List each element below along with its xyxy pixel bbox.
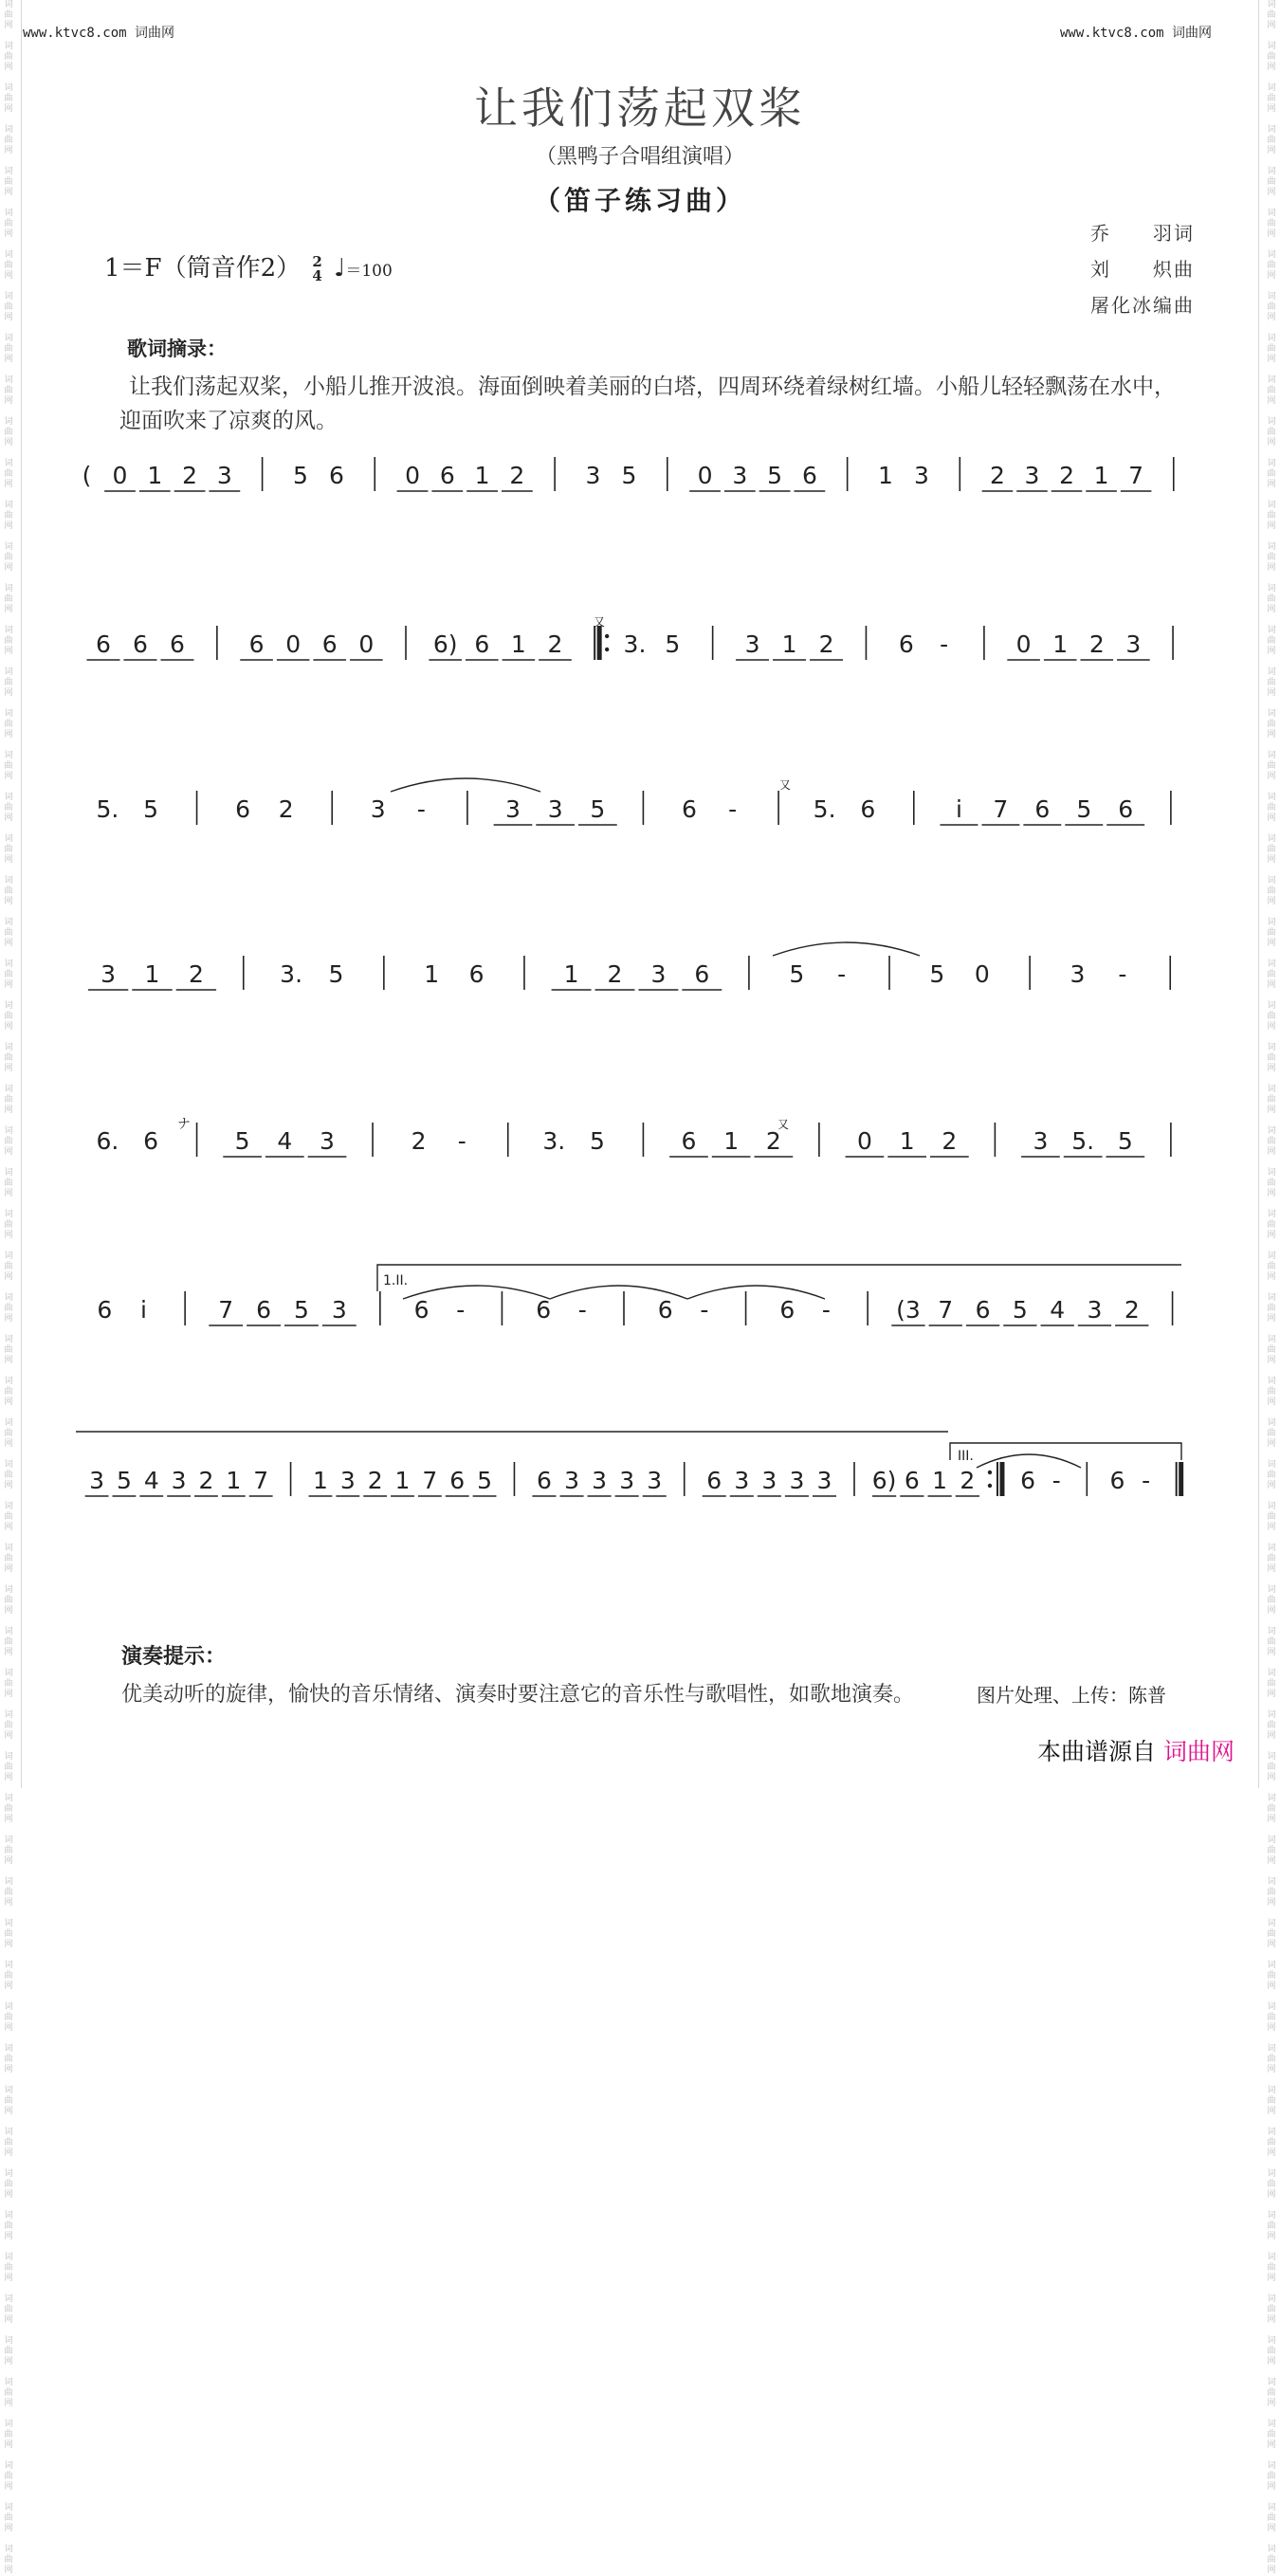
repeat-dot (988, 1471, 992, 1474)
credit-arranger: 屠化冰编曲 (1090, 294, 1195, 317)
score-note: 7 (253, 1467, 269, 1494)
score-note: 3 (585, 462, 601, 489)
score-note: - (700, 1296, 709, 1324)
score-note: 3 (650, 960, 667, 988)
left-edge-watermark: 词 曲 网 词 曲 网 词 曲 网 词 曲 网 词 曲 网 词 曲 网 词 曲 网 词 曲 网 词 曲 网 词 曲 网 词 曲 网 词 曲 网 词 曲 网 词 曲 网 词 曲 网 词 曲 网 词 曲 网 词 曲 网 词 曲 网 词 曲 网 词 曲 网 词 曲 网 词 曲 网 词 曲 网 词 曲 网 词 曲 网 词 曲 网 词 曲 网 词 曲 网 词 曲 网 词 曲 网 词 曲 网 词 曲 网 词 曲 网 词 曲 网 词 曲 网 词 曲 网 词 曲 网 词 曲 网 词 曲 网 词 曲 网 词 曲 网 词 曲 网 词 曲 网 词 曲 网 词 曲 网 词 曲 网 词 曲 网 词 曲 网 词 曲 网 词 曲 网 词 曲 网 词 曲 网 词 曲 网 词 曲 网 词 曲 网 词 曲 网 词 曲 网 词 曲 网 词 曲 网 词 曲 网 词 曲 网 (4, 0, 13, 2575)
score-note: 6 (170, 630, 185, 658)
score-note: 3 (1087, 1296, 1103, 1324)
credit-composer: 刘 炽曲 (1090, 258, 1195, 281)
key-text: 1＝F（筒音作2） (104, 254, 302, 283)
score-note: 5 (767, 462, 783, 489)
watermark-left: www.ktvc8.com 词曲网 (23, 26, 175, 41)
tempo-value: ＝100 (345, 262, 393, 281)
score-note: 1 (723, 1127, 740, 1155)
repeat-dot (988, 1484, 992, 1488)
score-note: - (940, 630, 949, 658)
score-note: i (139, 1296, 147, 1324)
slur-arc (391, 778, 540, 792)
score-note: 3 (734, 1467, 750, 1494)
score-note: 6 (537, 1467, 552, 1494)
tips-heading: 演奏提示： (121, 1645, 227, 1669)
score-note: 0 (405, 462, 420, 489)
score-note: 2 (960, 1467, 976, 1494)
score-note: 6 (474, 630, 490, 658)
score-note: 2 (278, 795, 294, 823)
score-note: 2 (989, 462, 1005, 489)
score-note: 1 (563, 960, 579, 988)
volta-label: III. (958, 1449, 974, 1464)
score-note: 3 (564, 1467, 579, 1494)
score-note: 1 (878, 462, 893, 489)
score-note: 3. (542, 1127, 566, 1155)
score-note: 6 (413, 1296, 430, 1324)
score-note: 3 (370, 795, 386, 823)
score-note: 6) (432, 630, 458, 658)
performer-subtitle: （黑鸭子合唱组演唱） (535, 145, 744, 169)
lyrics-heading: 歌词摘录： (127, 338, 227, 360)
score-note: 2 (182, 462, 198, 489)
score-note: 3 (101, 960, 117, 988)
score-note: 2 (411, 1127, 427, 1155)
score-note: 0 (358, 630, 375, 658)
score-note: 3 (1125, 630, 1142, 658)
score-note: 6 (97, 1296, 113, 1324)
score-note: 5 (234, 1127, 250, 1155)
score-note: 3 (89, 1467, 105, 1494)
score-note: 6 (975, 1296, 991, 1324)
score-note: 3. (623, 630, 647, 658)
score-note: - (837, 960, 847, 988)
score-note: 7 (218, 1296, 234, 1324)
score-note: 5 (477, 1467, 492, 1494)
score-note: 6 (536, 1296, 552, 1324)
score-note: 3 (1070, 960, 1086, 988)
score-note: 5 (589, 1127, 605, 1155)
score-note: 4 (1050, 1296, 1066, 1324)
score-note: 3 (320, 1127, 335, 1155)
score-note: 0 (1015, 630, 1032, 658)
score-note: 3 (914, 462, 929, 489)
tips-text: 优美动听的旋律，愉快的音乐情绪、演奏时要注意它的音乐性与歌唱性，如歌地演奏。 (121, 1683, 915, 1707)
score-note: 3 (216, 462, 232, 489)
score-note: - (821, 1296, 831, 1324)
watermark-right: www.ktvc8.com 词曲网 (1059, 26, 1212, 41)
time-sig-top: 2 (312, 253, 322, 270)
score-note: 2 (367, 1467, 383, 1494)
score-note: i (955, 795, 962, 823)
score-note: 5 (665, 630, 681, 658)
credit-lyricist: 乔 羽词 (1090, 222, 1195, 245)
score-note: 3 (619, 1467, 635, 1494)
score-note: 3 (789, 1467, 805, 1494)
score-note: 1 (226, 1467, 242, 1494)
slur-arc (773, 942, 920, 956)
score-note: 6 (1118, 795, 1134, 823)
score-note: 5 (590, 795, 606, 823)
score-note: 1 (899, 1127, 915, 1155)
score-note: 1 (1093, 462, 1109, 489)
score-note: 5 (328, 960, 344, 988)
score-note: 1 (932, 1467, 948, 1494)
score-note: 3 (761, 1467, 777, 1494)
score-note: 6 (256, 1296, 272, 1324)
score-note: 3. (280, 960, 303, 988)
score-note: 5 (1012, 1296, 1028, 1324)
time-sig-bottom: 4 (312, 267, 322, 284)
score-note: 0 (697, 462, 713, 489)
source-footer (1037, 1733, 1234, 1767)
score-note: 7 (1128, 462, 1144, 489)
score-note: 7 (938, 1296, 954, 1324)
score-note: 6 (657, 1296, 673, 1324)
volta-label: 1.II. (383, 1273, 409, 1288)
score-note: 6 (143, 1127, 159, 1155)
ornament-mark: 又 (778, 778, 792, 792)
score-note: 2 (942, 1127, 958, 1155)
piece-type-subtitle: （笛子练习曲） (533, 185, 746, 216)
song-title: 让我们荡起双桨 (474, 82, 806, 134)
score-note: 1 (144, 960, 160, 988)
score-note: 6 (328, 462, 344, 489)
score-note: 3 (744, 630, 760, 658)
repeat-dot (605, 648, 609, 651)
score-note: - (728, 795, 738, 823)
score-note: 2 (818, 630, 834, 658)
score-note: - (1118, 960, 1127, 988)
score-note: 2 (509, 462, 525, 489)
score-note: 5. (96, 795, 119, 823)
score-note: 6 (468, 960, 485, 988)
score-note: - (577, 1296, 587, 1324)
score-note: 3 (171, 1467, 187, 1494)
score-note: 3 (592, 1467, 608, 1494)
score-note: 0 (285, 630, 302, 658)
score-note: (3 (896, 1296, 921, 1324)
score-note: 6. (96, 1127, 119, 1155)
score-note: 0 (112, 462, 128, 489)
score-note: 7 (422, 1467, 438, 1494)
score-note: 5 (1117, 1127, 1133, 1155)
score-note: 0 (974, 960, 990, 988)
score-note: 3 (647, 1467, 663, 1494)
score-note: 5 (1076, 795, 1092, 823)
score-note: 6) (871, 1467, 897, 1494)
score-note: - (457, 1127, 466, 1155)
score-note: 3 (505, 795, 521, 823)
score-note: 6 (1020, 1467, 1036, 1494)
score-note: 6 (860, 795, 876, 823)
score-note: 6 (681, 795, 697, 823)
score-note: 5 (929, 960, 945, 988)
score-note: 6 (1109, 1467, 1125, 1494)
score-note: 6 (248, 630, 265, 658)
score-note: 5 (292, 462, 308, 489)
score-note: 3 (331, 1296, 347, 1324)
lyrics-text: 让我们荡起双桨，小船儿推开波浪。海面倒映着美丽的白塔，四周环绕着绿树红墙。小船儿轻轻飘荡在水中，迎面吹来了凉爽的风。 (119, 375, 1176, 433)
uploader-credit: 图片处理、上传：陈普 (977, 1684, 1166, 1707)
right-edge-watermark: 词 曲 网 词 曲 网 词 曲 网 词 曲 网 词 曲 网 词 曲 网 词 曲 网 词 曲 网 词 曲 网 词 曲 网 词 曲 网 词 曲 网 词 曲 网 词 曲 网 词 曲 网 词 曲 网 词 曲 网 词 曲 网 词 曲 网 词 曲 网 词 曲 网 词 曲 网 词 曲 网 词 曲 网 词 曲 网 词 曲 网 词 曲 网 词 曲 网 词 曲 网 词 曲 网 词 曲 网 词 曲 网 词 曲 网 词 曲 网 词 曲 网 词 曲 网 词 曲 网 词 曲 网 词 曲 网 词 曲 网 词 曲 网 词 曲 网 词 曲 网 词 曲 网 词 曲 网 词 曲 网 词 曲 网 词 曲 网 词 曲 网 词 曲 网 词 曲 网 词 曲 网 词 曲 网 词 曲 网 词 曲 网 词 曲 网 词 曲 网 词 曲 网 词 曲 网 词 曲 网 词 曲 网 词 曲 网 (1267, 0, 1276, 2575)
slur-arc (977, 1454, 1081, 1468)
footer-prefix: 本曲谱源自 (1037, 1738, 1157, 1765)
score-note: 5 (621, 462, 637, 489)
score-note: 1 (147, 462, 163, 489)
score-note: 5 (293, 1296, 309, 1324)
score-note: - (416, 795, 426, 823)
score-note: - (456, 1296, 466, 1324)
ornament-mark: ナ (177, 1117, 191, 1132)
score-note: 6 (96, 630, 111, 658)
score-note: 2 (1059, 462, 1074, 489)
ornament-mark: 又 (593, 615, 606, 629)
score-note: 6 (681, 1127, 697, 1155)
score-note: 6 (133, 630, 148, 658)
score-note: 6 (898, 630, 914, 658)
score-note: 3 (339, 1467, 356, 1494)
score-note: 2 (198, 1467, 214, 1494)
score-note: 3 (732, 462, 748, 489)
score-note: 3 (1024, 462, 1040, 489)
score-note: 4 (143, 1467, 159, 1494)
score-note: 5 (116, 1467, 132, 1494)
score-note: 5. (1071, 1127, 1095, 1155)
quarter-note-icon: ♩ (334, 254, 346, 283)
score-note: ( (82, 462, 92, 489)
score-note: 3 (547, 795, 563, 823)
score-note: 1 (1052, 630, 1069, 658)
score-note: 2 (188, 960, 204, 988)
score-note: 2 (547, 630, 563, 658)
footer-brand-link[interactable]: 词曲网 (1162, 1738, 1234, 1765)
score-note: 6 (449, 1467, 466, 1494)
score-note: 2 (1088, 630, 1105, 658)
score-note: 2 (607, 960, 623, 988)
score-note: 6 (439, 462, 455, 489)
score-note: 5 (789, 960, 805, 988)
score-note: 6 (801, 462, 817, 489)
volta-bracket (950, 1443, 1181, 1460)
score-note: 6 (779, 1296, 795, 1324)
score-note: 1 (394, 1467, 411, 1494)
score-note: 1 (510, 630, 526, 658)
score-note: 2 (1124, 1296, 1140, 1324)
score-note: 6 (904, 1467, 920, 1494)
score-note: 0 (856, 1127, 872, 1155)
score-note: 6 (321, 630, 338, 658)
ornament-mark: 又 (777, 1118, 790, 1131)
score-note: 3 (816, 1467, 832, 1494)
score-note: 4 (277, 1127, 293, 1155)
score-note: 3 (1033, 1127, 1049, 1155)
score-note: 1 (474, 462, 490, 489)
score-note: 5. (813, 795, 836, 823)
score-note: 5 (143, 795, 159, 823)
score-note: 6 (706, 1467, 722, 1494)
score-note: 2 (765, 1127, 781, 1155)
score-note: 1 (424, 960, 440, 988)
score-note: 7 (993, 795, 1009, 823)
score-note: 6 (235, 795, 251, 823)
score-note: 6 (694, 960, 710, 988)
score-note: - (1051, 1467, 1061, 1494)
score-note: 6 (1034, 795, 1051, 823)
score-note: 1 (313, 1467, 328, 1494)
score-note: 1 (781, 630, 797, 658)
repeat-dot (605, 634, 609, 638)
score-note: - (1142, 1467, 1151, 1494)
